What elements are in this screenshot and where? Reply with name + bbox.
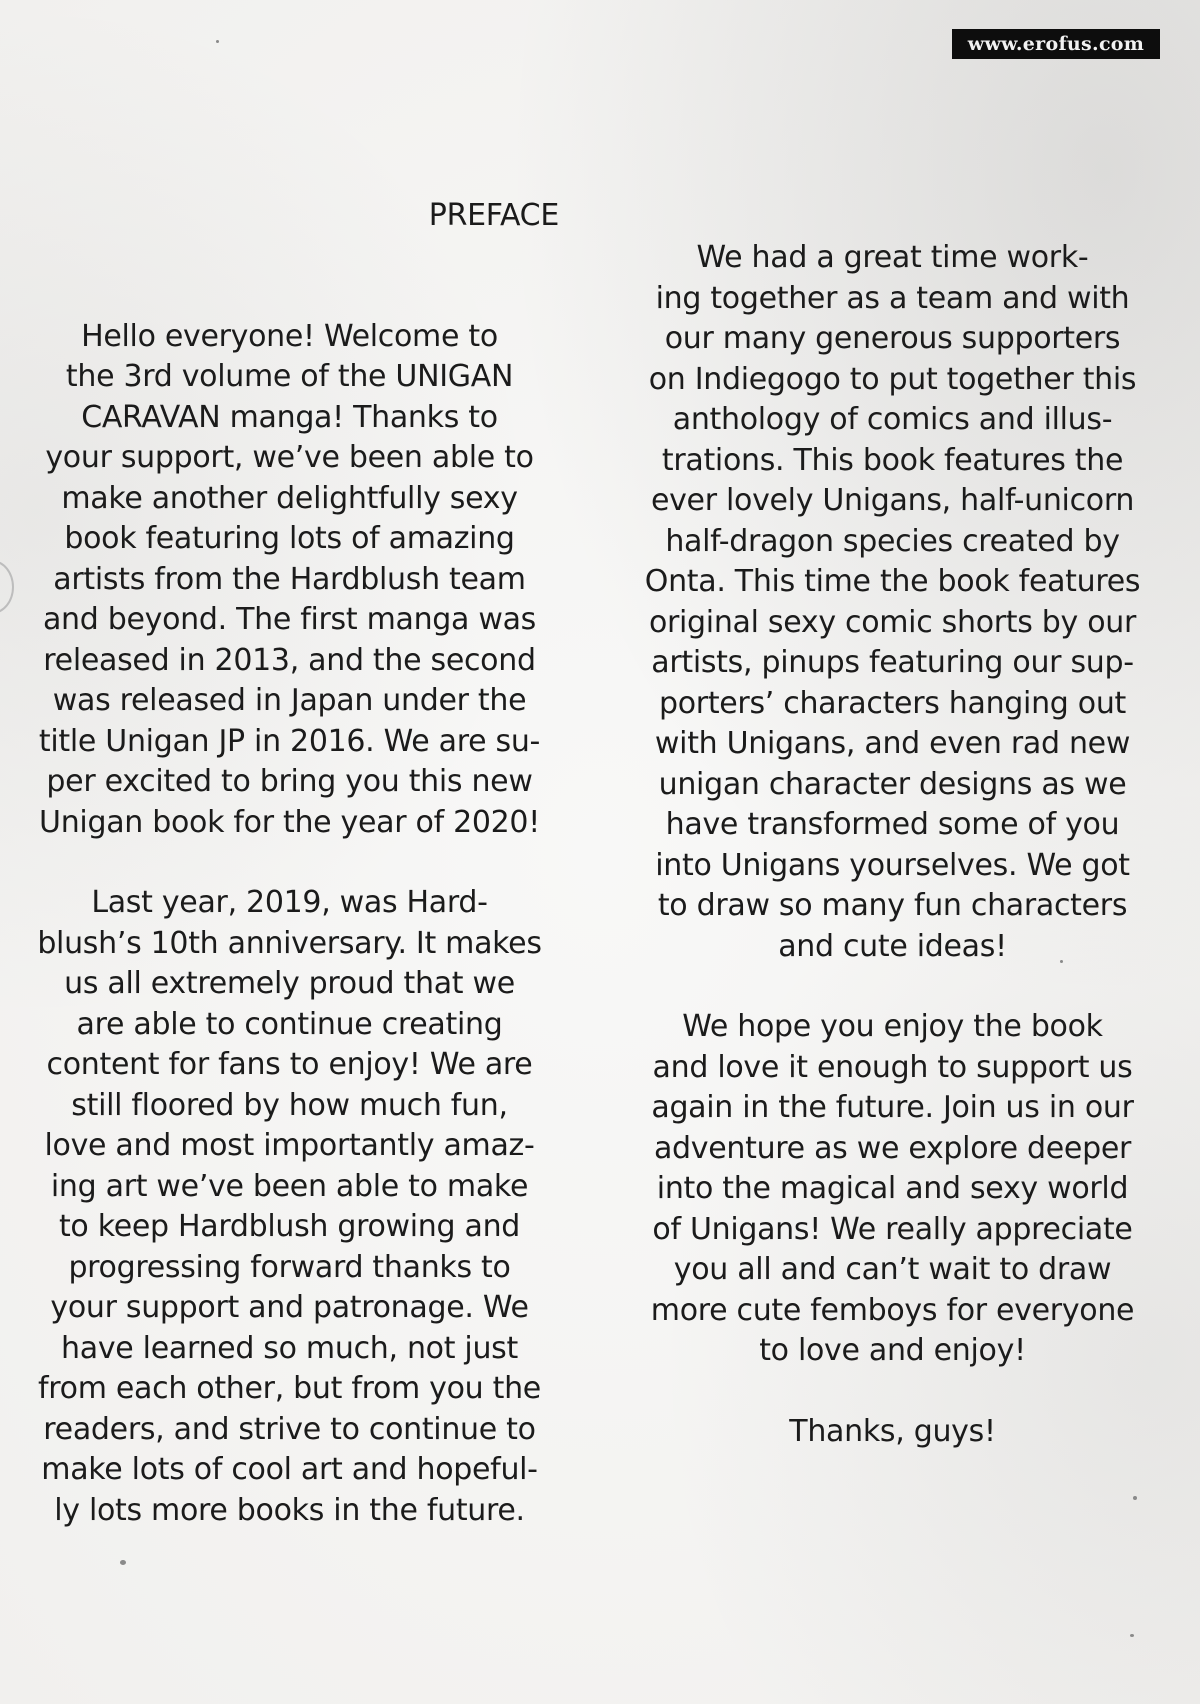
- paper-speck: [1133, 1496, 1137, 1500]
- text-line: unigan character designs as we: [658, 766, 1127, 802]
- text-line: We hope you enjoy the book: [682, 1009, 1103, 1044]
- text-line: make another delightfully sexy: [61, 480, 518, 516]
- paragraph-gap: [620, 967, 1165, 1007]
- text-line: Onta. This time the book features: [644, 564, 1141, 599]
- paragraph-anniversary: [17, 883, 562, 1531]
- text-line: artists from the Hardblush team: [53, 561, 526, 597]
- text-line: to draw so many fun characters: [657, 888, 1128, 923]
- text-line: love and most importantly amaz-: [44, 1128, 535, 1163]
- text-line: CARAVAN manga! Thanks to: [81, 399, 498, 435]
- text-line: again in the future. Join us in our: [651, 1090, 1134, 1125]
- text-line: artists, pinups featuring our sup-: [651, 645, 1134, 680]
- text-line: content for fans to enjoy! We are: [46, 1047, 533, 1082]
- text-line: your support and patronage. We: [50, 1290, 529, 1325]
- text-line: the 3rd volume of the UNIGAN: [65, 359, 514, 394]
- paper-speck: [1060, 960, 1063, 963]
- text-line: ly lots more books in the future.: [54, 1492, 525, 1528]
- text-line: and cute ideas!: [778, 928, 1007, 964]
- text-line: of Unigans! We really appreciate: [652, 1211, 1133, 1247]
- text-line: have transformed some of you: [665, 807, 1120, 842]
- text-line: was released in Japan under the: [52, 683, 527, 718]
- text-line: original sexy comic shorts by our: [648, 604, 1137, 640]
- text-line: make lots of cool art and hopeful-: [41, 1452, 538, 1487]
- text-line: with Unigans, and even rad new: [654, 726, 1131, 761]
- paragraph-gap: [17, 843, 562, 883]
- text-line: into the magical and sexy world: [656, 1171, 1129, 1206]
- text-line: to keep Hardblush growing and: [58, 1209, 521, 1244]
- text-line: ever lovely Unigans, half-unicorn: [650, 483, 1135, 518]
- text-line: to love and enjoy!: [759, 1333, 1026, 1368]
- text-line: Unigan book for the year of 2020!: [39, 804, 540, 840]
- paper-speck: [120, 1560, 126, 1565]
- paragraph-teamwork: [620, 238, 1165, 967]
- text-line: into Unigans yourselves. We got: [655, 847, 1130, 883]
- text-line: are able to continue creating: [76, 1006, 503, 1042]
- page-title: PREFACE: [428, 198, 559, 233]
- paragraph-welcome: [17, 317, 562, 844]
- paper-speck: [1130, 1634, 1134, 1637]
- text-line: half-dragon species created by: [665, 523, 1120, 559]
- text-line: released in 2013, and the second: [43, 642, 536, 678]
- text-line: per excited to bring you this new: [46, 764, 533, 799]
- text-line: on Indiegogo to put together this: [648, 361, 1137, 397]
- paper-speck: [216, 40, 219, 43]
- left-text-column: [17, 196, 562, 1531]
- page-edge-mark: [0, 560, 14, 614]
- text-line: your support, we’ve been able to: [45, 440, 534, 475]
- paragraph-closing: [620, 1007, 1165, 1372]
- watermark: www.erofus.com: [952, 29, 1160, 59]
- text-line: from each other, but from you the: [38, 1371, 541, 1406]
- text-line: porters’ characters hanging out: [658, 685, 1127, 721]
- text-line: and beyond. The first manga was: [42, 602, 537, 637]
- text-line: adventure as we explore deeper: [653, 1130, 1132, 1166]
- text-line: book featuring lots of amazing: [64, 521, 515, 556]
- text-line: you all and can’t wait to draw: [673, 1252, 1112, 1287]
- text-line: blush’s 10th anniversary. It makes: [37, 925, 542, 961]
- text-line: ing art we’ve been able to make: [50, 1168, 529, 1204]
- text-line: and love it enough to support us: [652, 1049, 1133, 1085]
- text-line: have learned so much, not just: [61, 1330, 518, 1366]
- text-line: Hello everyone! Welcome to: [81, 318, 498, 354]
- text-line: more cute femboys for everyone: [650, 1292, 1135, 1328]
- text-line: still floored by how much fun,: [71, 1087, 508, 1123]
- paragraph-gap: [620, 1372, 1165, 1412]
- text-line: trations. This book features the: [661, 442, 1124, 478]
- text-line: progressing forward thanks to: [68, 1249, 511, 1285]
- text-line: us all extremely proud that we: [64, 966, 515, 1001]
- right-text-column: [620, 238, 1165, 1452]
- text-line: Last year, 2019, was Hard-: [91, 885, 488, 920]
- text-line: anthology of comics and illus-: [672, 402, 1113, 437]
- text-line: ing together as a team and with: [655, 280, 1130, 316]
- text-line: our many generous supporters: [664, 321, 1121, 356]
- text-line: readers, and strive to continue to: [43, 1411, 536, 1447]
- text-line: title Unigan JP in 2016. We are su-: [38, 723, 541, 759]
- signoff: Thanks, guys!: [789, 1413, 996, 1449]
- text-line: We had a great time work-: [696, 240, 1089, 275]
